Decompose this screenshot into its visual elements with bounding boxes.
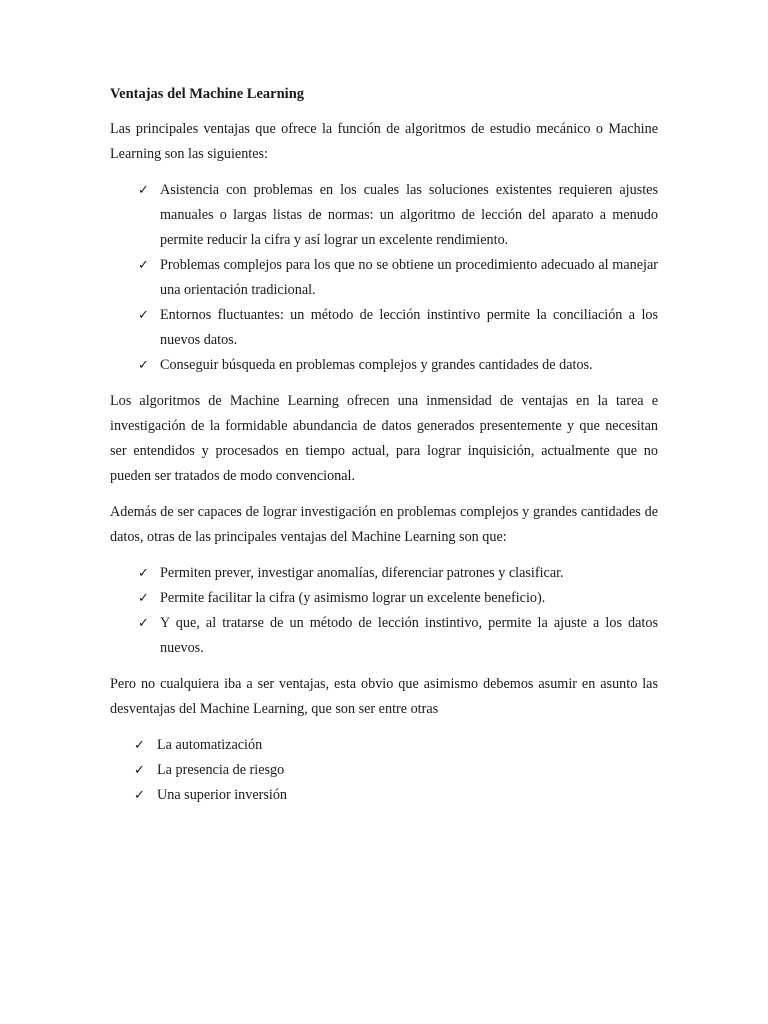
advantages-list bbox=[110, 178, 658, 378]
list-item bbox=[110, 178, 658, 253]
list-item-text: Permite facilitar la cifra (y asimismo lograr un excelente beneficio). bbox=[160, 590, 546, 606]
checkmark-icon: ✓ bbox=[134, 763, 145, 778]
list-item-text: Problemas complejos para los que no se obtiene un procedimiento adecuado al manejar una orientación tradicional. bbox=[160, 257, 658, 298]
list-item-text: La automatización bbox=[157, 737, 263, 753]
list-item bbox=[110, 611, 658, 661]
checkmark-icon: ✓ bbox=[138, 183, 149, 198]
list-item-text: Permiten prever, investigar anomalías, diferenciar patrones y clasificar. bbox=[160, 565, 564, 581]
list-item bbox=[110, 253, 658, 303]
paragraph-disadvantages: Pero no cualquiera iba a ser ventajas, esta obvio que asimismo debemos asumir en asunto las desventajas del Machine Learning, que son ser entre otras bbox=[110, 676, 658, 717]
checkmark-icon: ✓ bbox=[138, 616, 149, 631]
checkmark-icon: ✓ bbox=[138, 308, 149, 323]
checkmark-icon: ✓ bbox=[134, 738, 145, 753]
list-item-text: Asistencia con problemas en los cuales las soluciones existentes requieren ajustes manuales o largas listas de normas: un algoritmo de lección del aparato a menudo permite reducir la cifra y así lograr un excelente rendimiento. bbox=[160, 182, 658, 248]
list-item-text: Y que, al tratarse de un método de lección instintivo, permite la ajuste a los datos nuevos. bbox=[160, 615, 658, 656]
list-item bbox=[110, 353, 658, 378]
intro-paragraph: Las principales ventajas que ofrece la función de algoritmos de estudio mecánico o Machine Learning son las siguientes: bbox=[110, 121, 658, 162]
list-item-text: Entornos fluctuantes: un método de lección instintivo permite la conciliación a los nuevos datos. bbox=[160, 307, 658, 348]
list-item-text: Conseguir búsqueda en problemas complejos y grandes cantidades de datos. bbox=[160, 357, 593, 373]
list-item-text: Una superior inversión bbox=[157, 787, 288, 803]
checkmark-icon: ✓ bbox=[138, 591, 149, 606]
list-item bbox=[110, 303, 658, 353]
checkmark-icon: ✓ bbox=[138, 358, 149, 373]
list-item bbox=[110, 758, 658, 783]
list-item-text: La presencia de riesgo bbox=[157, 762, 285, 778]
document-page bbox=[110, 84, 658, 819]
paragraph-algorithms: Los algoritmos de Machine Learning ofrecen una inmensidad de ventajas en la tarea e investigación de la formidable abundancia de datos generados presentemente y que necesitan ser entendidos y procesados en tiempo actual, para lograr inquisición, actualmente que no pueden ser tratados de modo convencional. bbox=[110, 393, 658, 484]
paragraph-additional-advantages: Además de ser capaces de lograr investigación en problemas complejos y grandes cantidades de datos, otras de las principales ventajas del Machine Learning son que: bbox=[110, 504, 658, 545]
checkmark-icon: ✓ bbox=[138, 566, 149, 581]
additional-advantages-list bbox=[110, 561, 658, 661]
list-item bbox=[110, 561, 658, 586]
list-item bbox=[110, 586, 658, 611]
checkmark-icon: ✓ bbox=[134, 788, 145, 803]
list-item bbox=[110, 733, 658, 758]
disadvantages-list bbox=[110, 733, 658, 808]
list-item bbox=[110, 783, 658, 808]
checkmark-icon: ✓ bbox=[138, 258, 149, 273]
document-title: Ventajas del Machine Learning bbox=[110, 86, 305, 102]
